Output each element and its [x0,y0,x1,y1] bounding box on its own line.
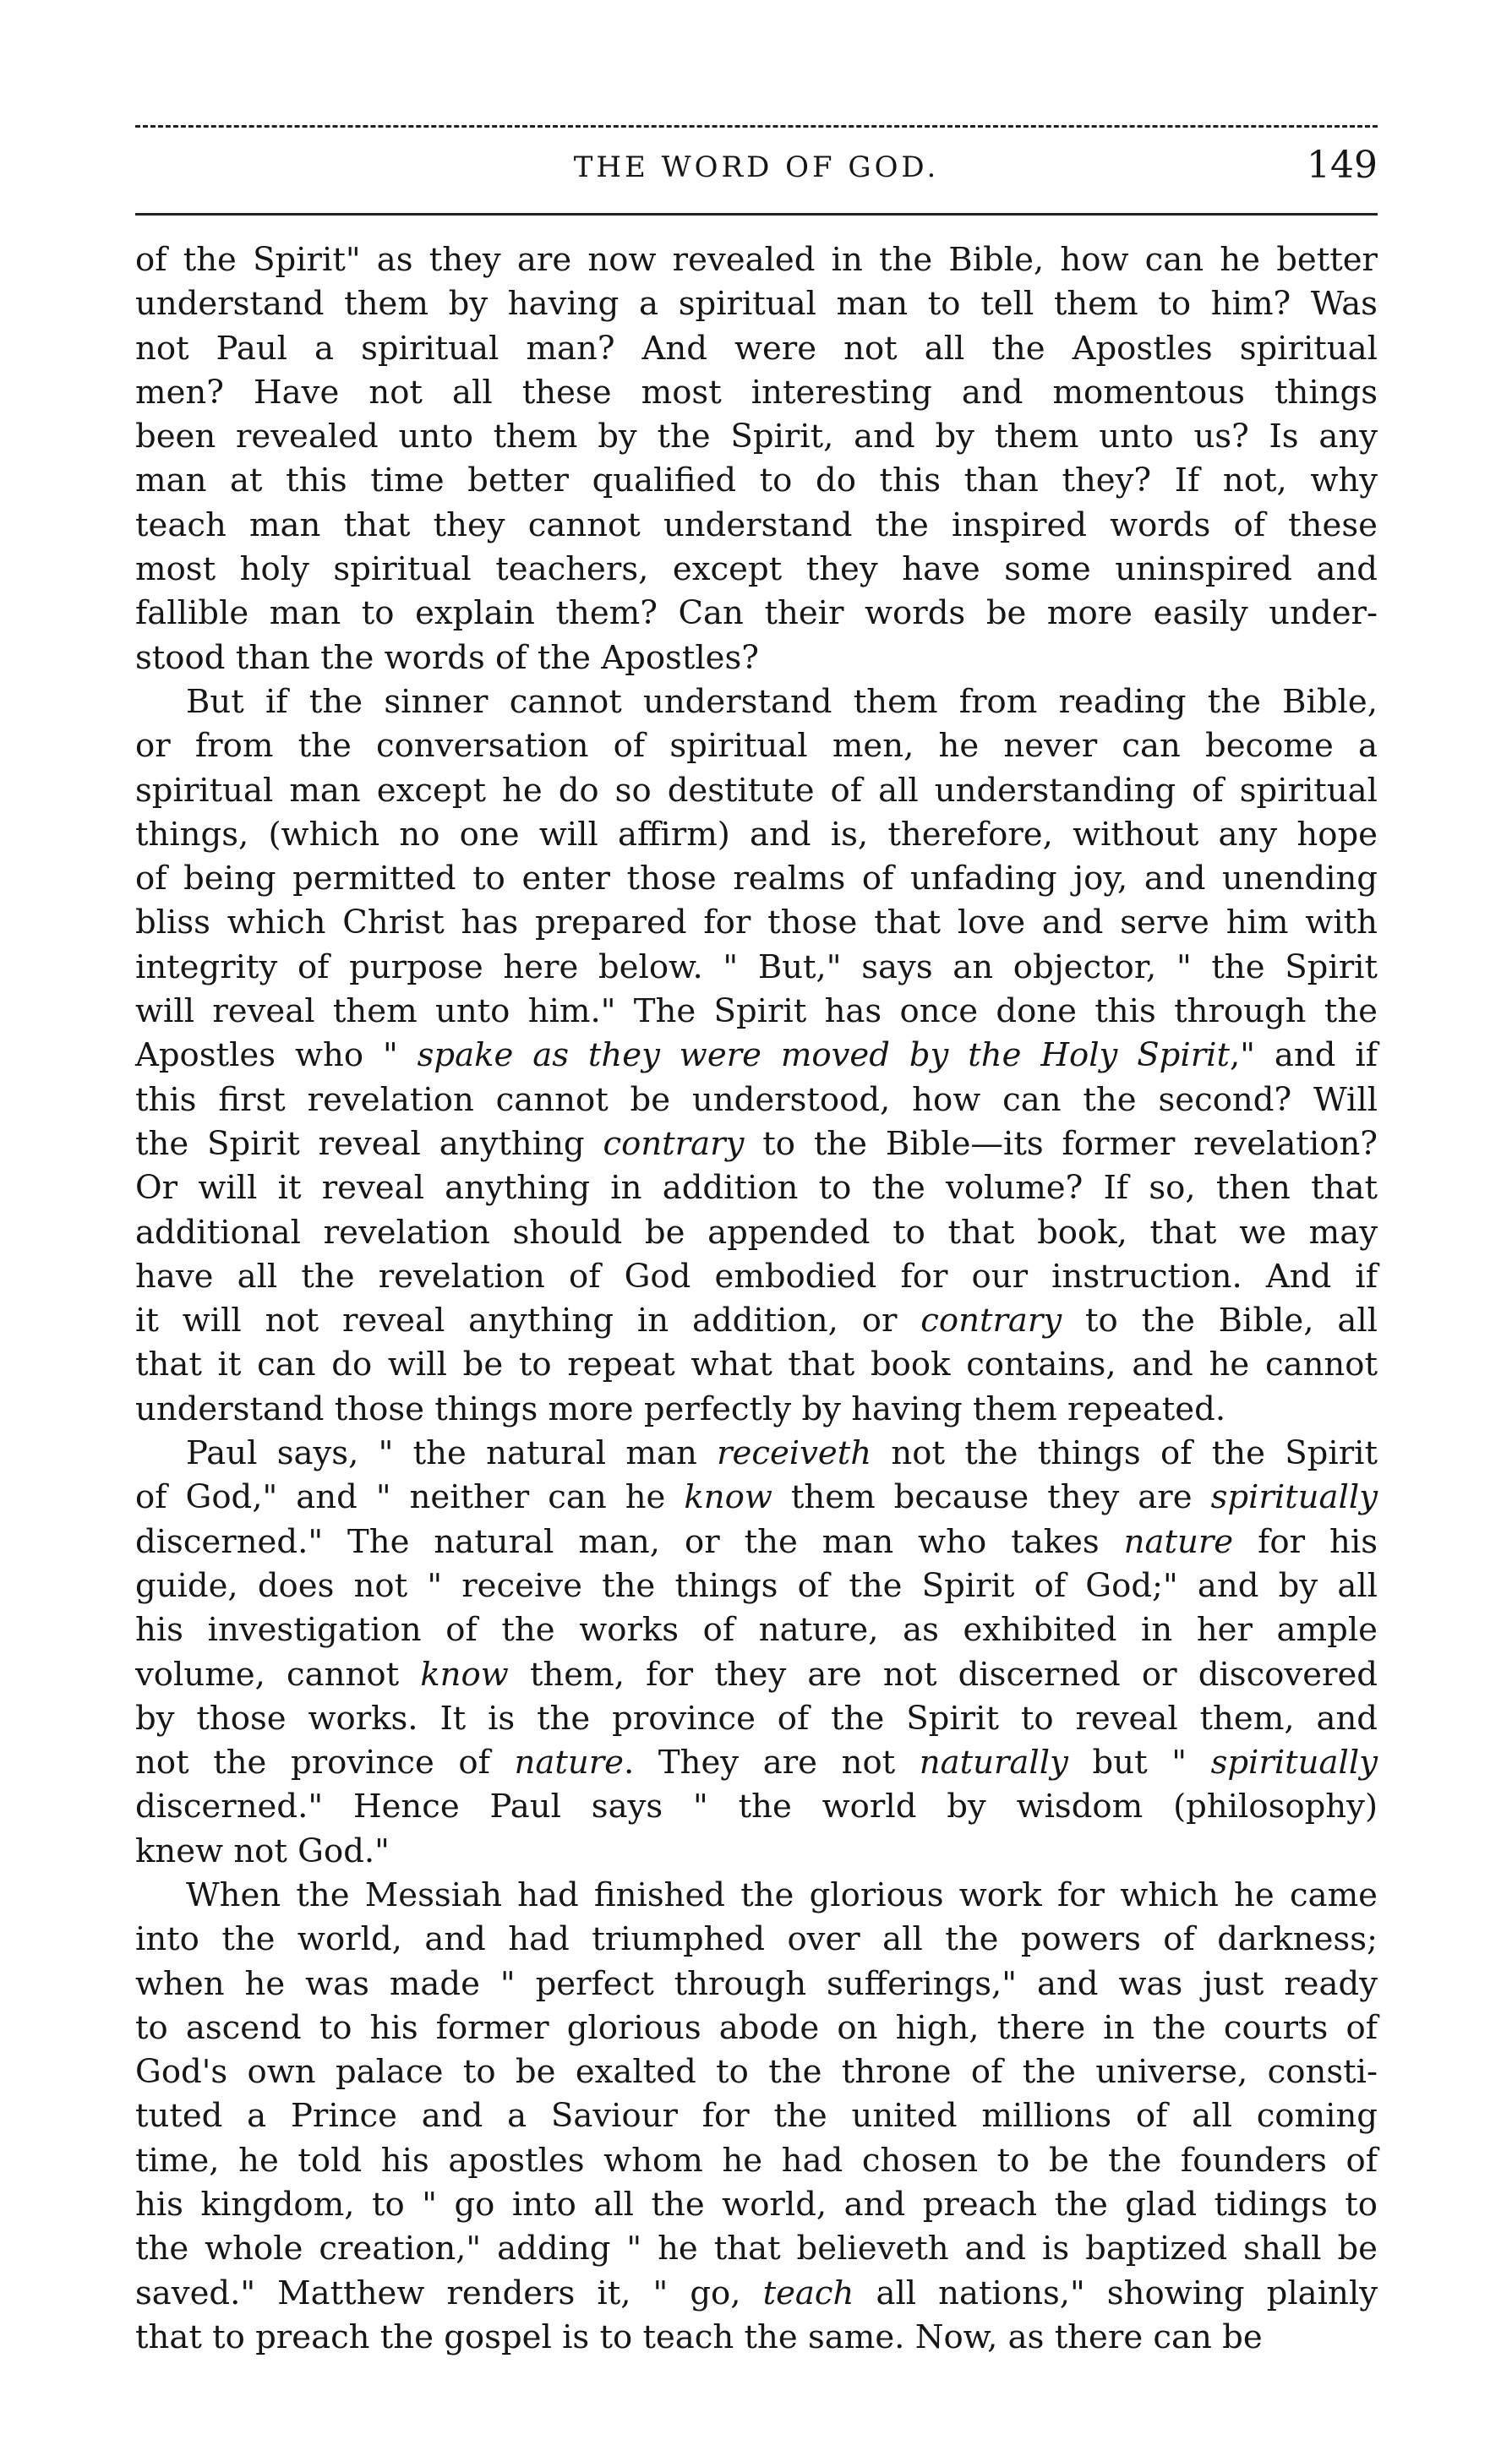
running-head [135,144,1378,194]
text-line: been revealed unto them by the Spirit, and by them unto us? Is any [135,418,1378,456]
text-line: not Paul a spiritual man? And were not all the Apostles spiritual [135,329,1378,368]
text-line: his kingdom, to " go into all the world, and preach the glad tidings to [135,2186,1378,2224]
text-line: understand those things more perfectly by having them repeated. [135,1389,1226,1428]
text-line: God's own palace to be exalted to the throne of the universe, consti- [135,2053,1378,2092]
paragraph [135,1874,1378,2360]
text-line: of the Spirit" as they are now revealed in the Bible, how can he better [135,241,1378,279]
text-line: the Spirit reveal anything contrary to the Bible—its former revelation? [135,1124,1378,1163]
text-line: his investigation of the works of nature, as exhibited in her ample [135,1611,1378,1650]
text-line: volume, cannot know them, for they are not discerned or discovered [135,1655,1378,1694]
running-title: THE WORD OF GOD. [573,150,940,184]
text-line: by those works. It is the province of the Spirit to reveal them, and [135,1699,1378,1738]
text-line: saved." Matthew renders it, " go, teach all nations," showing plainly [135,2274,1378,2312]
text-line: time, he told his apostles whom he had chosen to be the founders of [135,2141,1378,2180]
text-line: into the world, and had triumphed over all the powers of darkness; [135,1920,1378,1959]
text-line: When the Messiah had finished the glorious work for which he came [186,1875,1378,1914]
text-line: it will not reveal anything in addition, or contrary to the Bible, all [135,1302,1378,1340]
text-line: or from the conversation of spiritual men, he never can become a [135,727,1378,766]
text-line: that to preach the gospel is to teach the same. Now, as there can be [135,2317,1263,2356]
text-line: to ascend to his former glorious abode on high, there in the courts of [135,2008,1378,2047]
text-line: guide, does not " receive the things of the Spirit of God;" and by all [135,1566,1378,1605]
body-text [135,238,1378,2360]
text-line: Apostles who " spake as they were moved by the Holy Spirit," and if [135,1036,1378,1075]
text-line: knew not God." [135,1831,390,1870]
header-rule-top [135,125,1378,128]
text-line: fallible man to explain them? Can their words be more easily under- [135,594,1378,633]
text-line: when he was made " perfect through sufferings," and was just ready [135,1964,1378,2003]
text-line: will reveal them unto him." The Spirit has once done this through the [135,992,1378,1031]
text-line: Or will it reveal anything in addition to the volume? If so, then that [135,1169,1378,1208]
text-line: tuted a Prince and a Saviour for the united millions of all coming [135,2097,1378,2136]
text-line: discerned." The natural man, or the man who takes nature for his [135,1522,1378,1561]
text-line: bliss which Christ has prepared for those that love and serve him with [135,903,1378,942]
paragraph [135,1432,1378,1874]
text-line: things, (which no one will affirm) and is, therefore, without any hope [135,815,1378,854]
text-line: teach man that they cannot understand the inspired words of these [135,505,1378,544]
text-line: discerned." Hence Paul says " the world by wisdom (philosophy) [135,1788,1378,1826]
text-line: Paul says, " the natural man receiveth not the things of the Spirit [186,1434,1378,1473]
text-line: this first revelation cannot be understood, how can the second? Will [135,1080,1378,1119]
text-line: of God," and " neither can he know them because they are spiritually [135,1478,1378,1517]
page-number: 149 [1307,144,1378,187]
text-line: have all the revelation of God embodied for our instruction. And if [135,1257,1378,1296]
text-line: most holy spiritual teachers, except they have some uninspired and [135,550,1378,589]
text-line: additional revelation should be appended to that book, that we may [135,1213,1378,1252]
text-line: stood than the words of the Apostles? [135,638,759,677]
text-line: that it can do will be to repeat what that book contains, and he cannot [135,1346,1378,1384]
text-line: man at this time better qualified to do this than they? If not, why [135,461,1378,500]
text-line: But if the sinner cannot understand them from reading the Bible, [186,682,1378,721]
paragraph [135,238,1378,680]
text-line: the whole creation," adding " he that believeth and is baptized shall be [135,2230,1378,2268]
text-line: understand them by having a spiritual man to tell them to him? Was [135,285,1378,324]
text-line: integrity of purpose here below. " But," says an objector, " the Spirit [135,947,1378,986]
text-line: not the province of nature. They are not naturally but " spiritually [135,1744,1378,1782]
text-line: of being permitted to enter those realms of unfading joy, and unending [135,860,1378,898]
text-line: men? Have not all these most interesting and momentous things [135,373,1378,412]
header-rule-bottom [135,213,1378,216]
paragraph [135,680,1378,1432]
text-line: spiritual man except he do so destitute of all understanding of spiritual [135,771,1378,810]
